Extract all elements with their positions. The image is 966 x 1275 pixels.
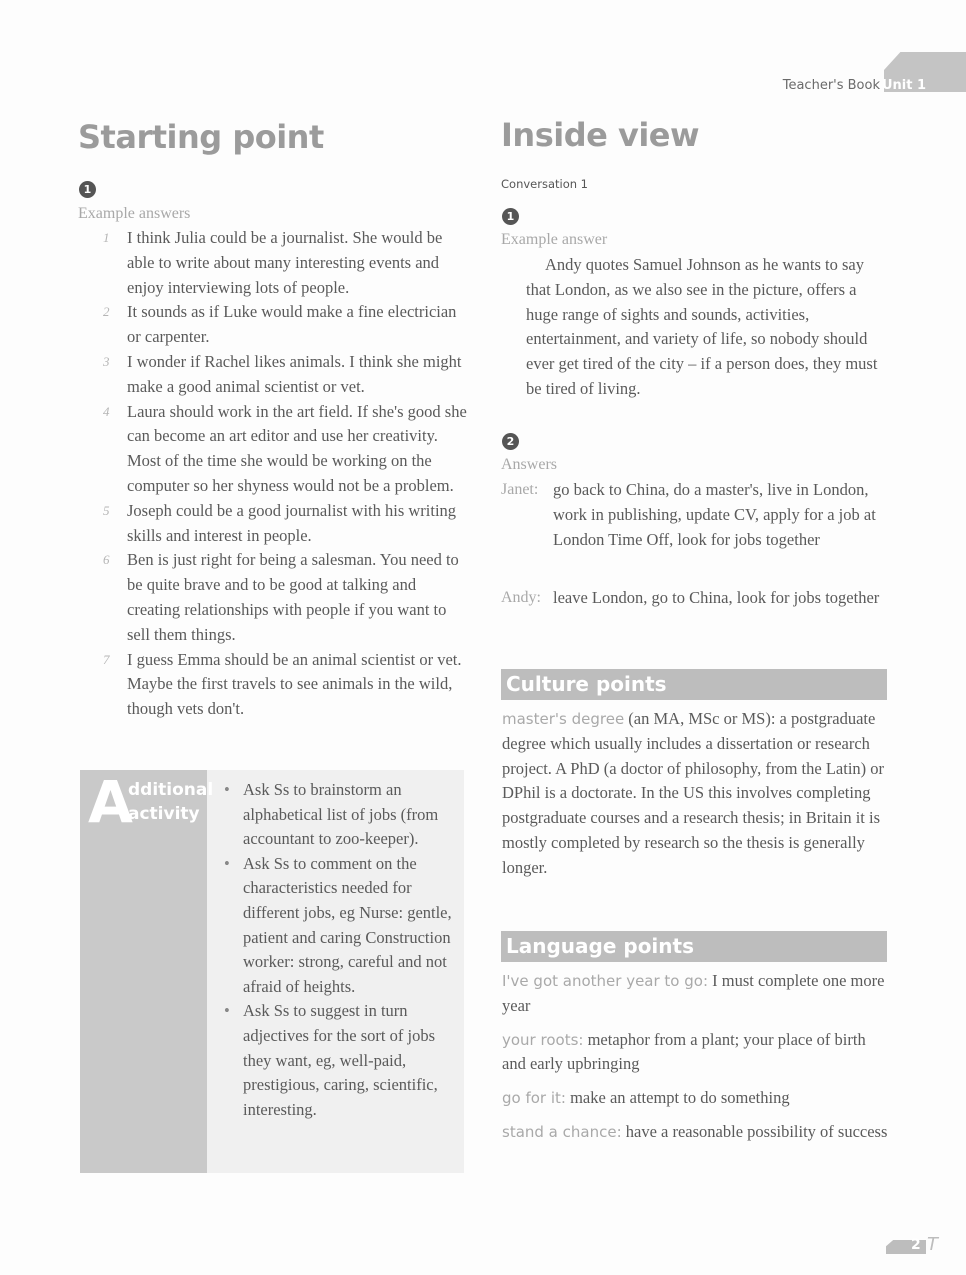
answer-item: 3 I wonder if Rachel likes animals. I think she might make a good animal scientist or vet.: [103, 351, 462, 396]
speaker-answer: leave London, go to China, look for jobs together: [553, 588, 880, 607]
culture-term: master's degree: [502, 710, 625, 728]
speaker-answer: go back to China, do a master's, live in London, work in publishing, update CV, apply for a job at London Time Off, look for jobs together: [553, 480, 876, 549]
activity-bullet: • Ask Ss to comment on the characteristics needed for different jobs, eg Nurse: gentle, patient and caring Construction worker: strong, careful and not afraid of heights.: [224, 853, 452, 996]
answers-list: [78, 226, 468, 722]
answer-item: 5 Joseph could be a good journalist with his writing skills and interest in people.: [103, 500, 457, 545]
section-title-starting-point: Starting point: [78, 118, 324, 156]
culture-points-text: master's degree (an MA, MSc or MS): a postgraduate degree which usually includes a dissertation or research project. A PhD (a doctor of philosophy, from the Latin) or DPhil is a doctorate. In the US this involves completing postgraduate courses and a research thesis; in Britain it is mostly completed by research so the thesis is generally longer.: [502, 709, 885, 877]
activity-label-panel: [80, 768, 214, 1173]
speaker-label: Andy:: [501, 589, 541, 606]
language-points-list: [502, 969, 888, 1145]
answer-item: 6 Ben is just right for being a salesman. You need to be quite brave and to be good at talking and creating relationships with people if you want to sell them things.: [103, 550, 459, 644]
answer-item: 4 Laura should work in the art field. If she's good she can become an art editor and use her creativity. Most of the time she would be working on the computer so her shyness would not be a problem.: [103, 401, 467, 495]
activity-bullet: • Ask Ss to suggest in turn adjectives for the sort of jobs they want, eg, well-paid, prestigious, caring, scientific, interesting.: [224, 1001, 438, 1119]
answer-row-andy: [501, 586, 891, 611]
running-header: [0, 52, 966, 92]
language-item: stand a chance: have a reasonable possibility of success: [502, 1121, 888, 1141]
exercise-2-badge: 2: [502, 433, 519, 450]
bullet-icon: •: [224, 1001, 230, 1021]
exercise-number-badge: 1: [79, 181, 96, 198]
unit-label: Unit 1: [881, 78, 926, 93]
activity-bullet: • Ask Ss to brainstorm an alphabetical list of jobs (from accountant to zoo-keeper).: [224, 780, 439, 849]
language-item: your roots: metaphor from a plant; your place of birth and early upbringing: [502, 1029, 866, 1074]
activity-word-2: activity: [128, 804, 200, 824]
culture-points-band: [501, 669, 887, 700]
answer-row-janet: [501, 478, 891, 552]
activity-word-1: dditional: [128, 780, 214, 800]
activity-bullets: [222, 778, 458, 1122]
page-number: 2: [911, 1237, 921, 1253]
page-suffix: T: [927, 1234, 938, 1255]
answer-item: 7 I guess Emma should be an animal scientist or vet. Maybe the first travels to see animals in the wild, though vets don't.: [103, 649, 462, 719]
speaker-label: Janet:: [501, 481, 539, 498]
book-label: Teacher's Book: [782, 78, 880, 93]
language-points-band: [501, 931, 887, 962]
exercise-1-badge: 1: [502, 208, 519, 225]
exercise-1-answer: Andy quotes Samuel Johnson as he wants to say that London, as we also see in the picture, offers a huge range of sights and sounds, activities, entertainment, and variety of life, so nobody should ever get tired of the city – if a person does, they must be tired of living.: [526, 255, 878, 398]
language-item: I've got another year to go: I must complete one more year: [502, 971, 885, 1015]
answers-label: Answers: [501, 456, 557, 473]
example-answer-label: Example answer: [501, 231, 608, 248]
additional-activity-box: [80, 770, 464, 1173]
language-item: go for it: make an attempt to do something: [502, 1088, 790, 1108]
culture-points-heading: Culture points: [506, 672, 667, 696]
bullet-icon: •: [224, 853, 230, 873]
answer-item: 1 I think Julia could be a journalist. She would be able to write about many interesting events and enjoy interviewing lots of people.: [103, 228, 443, 297]
activity-initial: A: [88, 768, 133, 836]
conversation-subtitle: Conversation 1: [501, 177, 589, 191]
example-answers-label: Example answers: [78, 205, 191, 222]
bullet-icon: •: [224, 780, 230, 799]
answer-item: 2 It sounds as if Luke would make a fine electrician or carpenter.: [103, 302, 457, 347]
section-title-inside-view: Inside view: [501, 116, 700, 154]
language-points-heading: Language points: [506, 934, 694, 958]
